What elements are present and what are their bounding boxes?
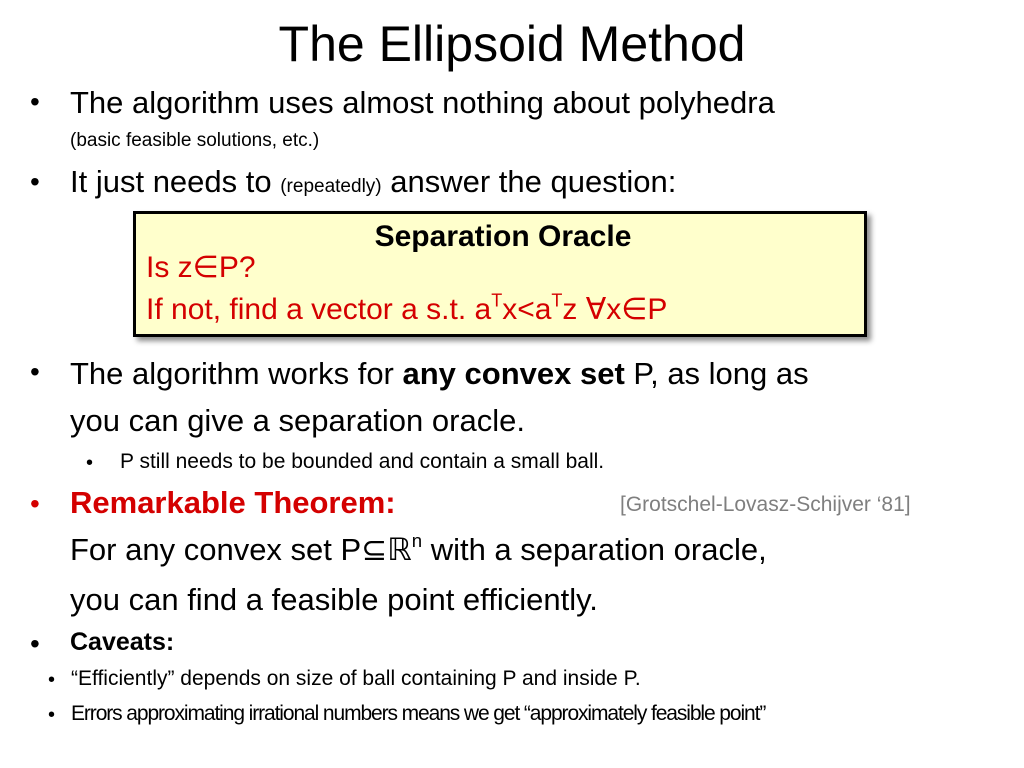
oracle-l2-z: z <box>562 293 586 326</box>
bullet-1-dot: • <box>30 86 40 117</box>
slide-title: The Ellipsoid Method <box>278 16 746 72</box>
bullet-3-bold: any convex set <box>402 356 625 391</box>
theorem-l2-post: with a separation oracle, <box>422 532 767 567</box>
oracle-l2-pre: If not, find a vector a s.t. a <box>146 293 492 326</box>
bullet-3-sub: P still needs to be bounded and contain a small ball. <box>120 450 605 473</box>
caveat-2-dot: • <box>48 704 56 726</box>
separation-oracle-box <box>133 211 867 337</box>
bullet-3-pre: The algorithm works for <box>70 356 403 391</box>
transpose-sup-1: T <box>491 290 503 311</box>
bullet-1-text: The algorithm uses almost nothing about polyhedra <box>70 85 775 120</box>
remarkable-theorem-label: Remarkable Theorem: <box>70 485 396 520</box>
bullet-3-text <box>70 355 809 393</box>
element-of-symbol: ∈ <box>192 251 219 284</box>
theorem-line-3: you can find a feasible point efficiently. <box>70 582 598 617</box>
caveat-2-text: Errors approximating irrational numbers means we get “approximately feasible point” <box>71 702 766 725</box>
oracle-line-1 <box>146 250 256 286</box>
transpose-sup-2: T <box>551 290 563 311</box>
theorem-line-2 <box>70 531 767 569</box>
caveat-1-text: “Efficiently” depends on size of ball containing P and inside P. <box>71 667 641 690</box>
theorem-citation: [Grotschel-Lovasz-Schijver ‘81] <box>620 493 911 516</box>
bullet-2-small: (repeatedly) <box>280 176 382 197</box>
bullet-5-dot: • <box>30 628 40 659</box>
oracle-l2-end: P <box>647 293 668 326</box>
caveats-label: Caveats: <box>70 628 175 656</box>
bullet-4-dot: • <box>30 488 40 519</box>
caveat-1-dot: • <box>48 669 56 691</box>
bullet-2-post: answer the question: <box>381 164 677 199</box>
subset-symbol: ⊆ <box>361 532 388 567</box>
reals-symbol: ℝ <box>387 532 412 567</box>
theorem-l2-pre: For any convex set P <box>70 532 362 567</box>
oracle-line-2 <box>146 292 667 328</box>
oracle-l2-x: x <box>606 293 622 326</box>
bullet-2-dot: • <box>30 166 40 197</box>
bullet-1-sub: (basic feasible solutions, etc.) <box>70 130 320 151</box>
element-of-symbol-2: ∈ <box>621 293 648 326</box>
oracle-title: Separation Oracle <box>374 220 632 253</box>
bullet-2-pre: It just needs to <box>70 164 281 199</box>
oracle-l1-post: P? <box>218 251 256 284</box>
forall-symbol: ∀ <box>585 293 607 326</box>
oracle-l1-pre: Is z <box>146 251 193 284</box>
bullet-3-dot: • <box>30 356 40 387</box>
bullet-3-line-2: you can give a separation oracle. <box>70 403 525 438</box>
bullet-3-sub-dot: • <box>86 452 94 474</box>
dimension-sup: n <box>411 529 423 551</box>
bullet-3-post: P, as long as <box>624 356 809 391</box>
oracle-l2-mid: x<a <box>502 293 552 326</box>
bullet-2-text <box>70 163 676 206</box>
